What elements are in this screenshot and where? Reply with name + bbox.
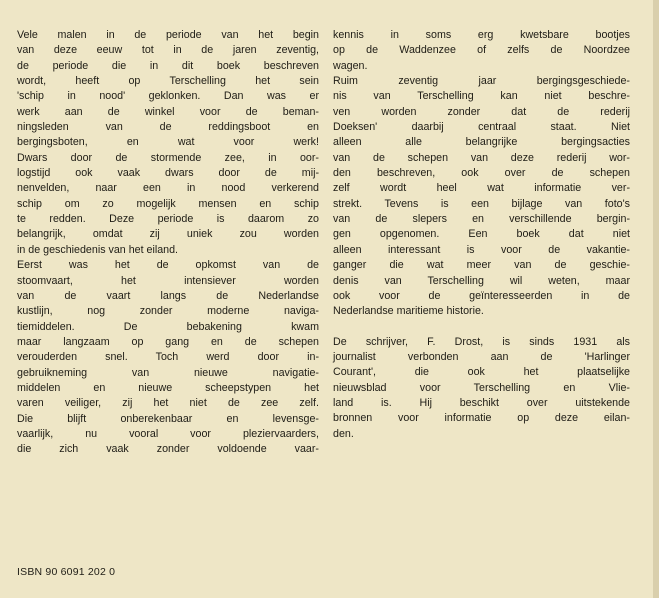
text-line: tiemiddelen. De bebakening kwam — [17, 320, 319, 333]
text-line: in de geschiedenis van het eiland. — [17, 243, 179, 256]
text-line: Nederlandse maritieme historie. — [333, 305, 484, 318]
text-line: van de vaart langs de Nederlandse — [17, 289, 319, 302]
text-line: bronnen voor informatie op deze eilan- — [333, 412, 630, 425]
text-line: 'schip in nood' geklonken. Dan was er — [17, 90, 319, 103]
text-line: den beschreven, ook over de schepen — [333, 167, 630, 180]
text-line: denis van Terschelling wil weten, maar — [333, 274, 630, 287]
text-line: kennis in soms erg kwetsbare bootjes — [333, 29, 630, 41]
text-line: logstijd ook vaak dwars door de mij- — [17, 167, 319, 180]
author-paragraph — [333, 335, 630, 442]
text-line: wordt, heeft op Terschelling het sein — [17, 75, 319, 88]
text-line: Doeksen' daarbij centraal staat. Niet — [333, 121, 630, 134]
text-line: middelen en nieuwe scheepstypen het — [17, 381, 319, 394]
text-line: land is. Hij beschikt over uitstekende — [333, 396, 630, 409]
text-line: op de Waddenzee of zelfs de Noordzee — [333, 44, 630, 57]
isbn-number: ISBN 90 6091 202 0 — [17, 566, 116, 578]
text-line: strekt. Tevens is een bijlage van foto's — [333, 197, 630, 210]
text-line: van deze eeuw tot in de jaren zeventig, — [17, 44, 319, 57]
text-line: te redden. Deze periode is daarom zo — [17, 213, 319, 226]
text-line: nenvelden, naar een in nood verkerend — [17, 182, 319, 195]
paragraph-gap — [333, 320, 630, 335]
text-line: van de slepers en verschillende bergin- — [333, 213, 630, 226]
text-line: alleen interessant is voor de vakantie- — [333, 243, 630, 256]
text-line: vaarlijk, nu vooral voor pleziervaarders, — [17, 427, 319, 440]
text-line: die zich vaak zonder voldoende vaar- — [17, 443, 319, 456]
blurb-paragraph — [333, 28, 630, 320]
text-line: Ruim zeventig jaar bergingsgeschiede- — [333, 75, 630, 88]
text-line: bergingsboten, en wat voor werk! — [17, 136, 319, 149]
left-text-column — [17, 28, 319, 458]
text-line: wagen. — [333, 59, 368, 72]
text-line: kustlijn, nog zonder moderne naviga- — [17, 305, 319, 318]
text-line: nieuwsblad voor Terschelling en Vlie- — [333, 381, 630, 394]
text-line: gen opgenomen. Een boek dat niet — [333, 228, 630, 241]
text-line: nis van Terschelling kan niet beschre- — [333, 90, 630, 103]
text-line: ganger die wat meer van de geschie- — [333, 259, 630, 272]
text-line: Courant', die ook het plaatselijke — [333, 366, 630, 379]
text-line: de periode die in dit boek beschreven — [17, 59, 319, 72]
text-line: Vele malen in de periode van het begin — [17, 29, 319, 41]
text-line: verouderden snel. Toch werd door in- — [17, 351, 319, 364]
text-line: journalist verbonden aan de 'Harlinger — [333, 350, 630, 363]
text-line: belangrijk, omdat zij uniek zou worden — [17, 228, 319, 241]
text-line: De schrijver, F. Drost, is sinds 1931 als — [333, 335, 630, 348]
text-line: ven worden zonder dat de rederij — [333, 105, 630, 118]
text-line: maar langzaam op gang en de schepen — [17, 335, 319, 348]
text-line: gebruikneming van nieuwe navigatie- — [17, 366, 319, 379]
text-line: varen veiliger, zij het niet de zee zelf. — [17, 397, 319, 410]
right-text-column — [333, 28, 630, 442]
text-line: ook voor de geïnteresseerden in de — [333, 289, 630, 302]
text-line: Eerst was het de opkomst van de — [17, 259, 319, 272]
text-line: van de schepen van deze rederij wor- — [333, 151, 630, 164]
cover-edge — [653, 0, 659, 598]
text-line: ningsleden van de reddingsboot en — [17, 121, 319, 134]
text-line: zelf wordt heel wat informatie ver- — [333, 182, 630, 195]
text-line: werk aan de winkel voor de beman- — [17, 105, 319, 118]
text-line: den. — [333, 427, 354, 440]
text-line: Die blijft onberekenbaar en levensge- — [17, 412, 319, 425]
text-line: stoomvaart, het intensiever worden — [17, 274, 319, 287]
text-line: Dwars door de stormende zee, in oor- — [17, 151, 319, 164]
text-line: schip om zo mogelijk mensen en schip — [17, 197, 319, 210]
text-line: alleen alle belangrijke bergingsacties — [333, 136, 630, 149]
